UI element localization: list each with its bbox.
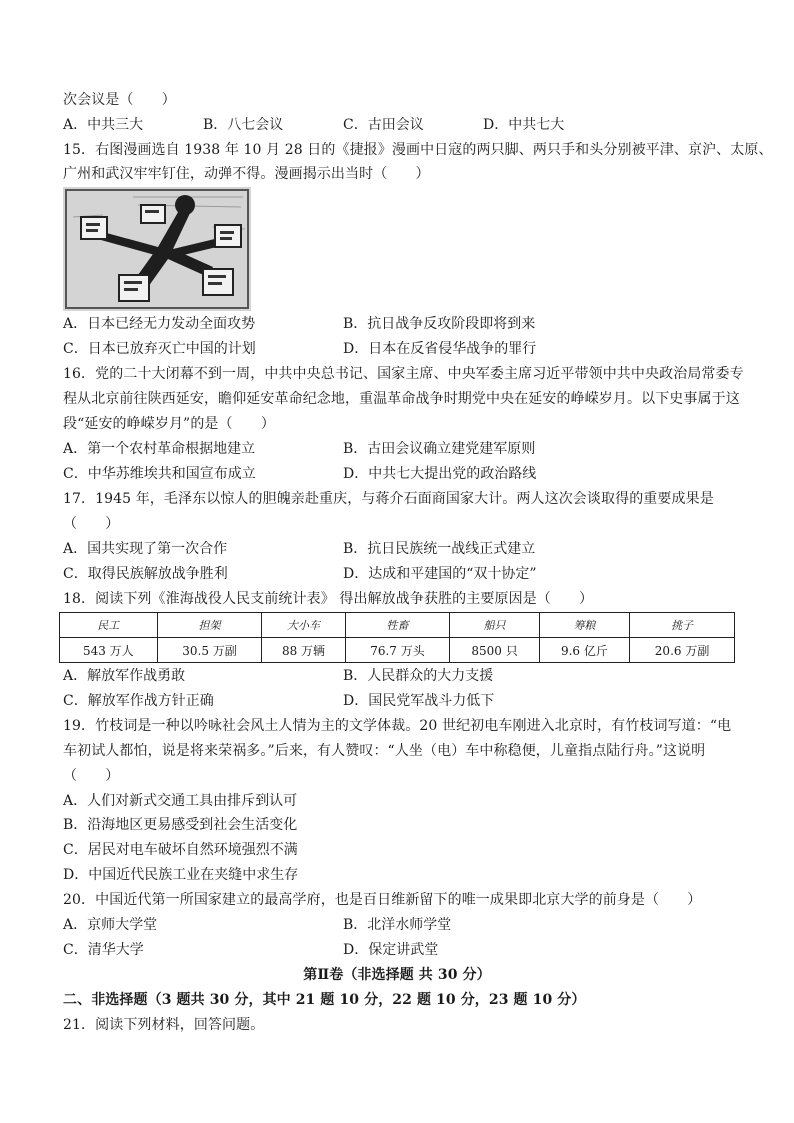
q15-stem-line2: 广州和武汉牢牢钉住，动弹不得。漫画揭示出当时（ ） (63, 166, 430, 182)
table-header-row (60, 613, 735, 638)
table-cell: 543 万人 (60, 638, 158, 663)
q16-option-a: A．第一个农村革命根据地建立 (63, 441, 256, 457)
table-header-cell: 挑子 (630, 613, 735, 638)
q14-tail-text: 次会议是（ ） (63, 92, 176, 108)
q19-stem-line2: 车初试人都怕，说是将来荣祸多。”后来，有人赞叹：“人坐（电）车中称稳便，儿童指点陆行舟。”这说明 (63, 743, 706, 759)
table-cell: 20.6 万副 (630, 638, 735, 663)
q15-option-d: D．日本在反省侵华战争的罪行 (343, 341, 537, 357)
q18-stem-line1: 18．阅读下列《淮海战役人民支前统计表》 得出解放战争获胜的主要原因是（ ） (63, 591, 594, 607)
q15-stem-line1: 15．右图漫画选自 1938 年 10 月 28 日的《捷报》漫画中日寇的两只脚、两只手和头分别被平津、京沪、太原、 (63, 142, 773, 158)
cartoon-image (63, 187, 251, 311)
q19-option-a: A．人们对新式交通工具由排斥到认可 (63, 793, 298, 809)
table-row (60, 638, 735, 663)
q19-stem-line1: 19．竹枝词是一种以吟咏社会风土人情为主的文学体裁。20 世纪初电车刚进入北京时，有竹枝词写道：“电 (63, 718, 732, 734)
cartoon-illustration (63, 187, 251, 311)
q17-stem-line2: （ ） (63, 516, 120, 532)
q19-option-b: B．沿海地区更易感受到社会生活变化 (63, 817, 298, 833)
table-cell: 8500 只 (450, 638, 539, 663)
q18-option-c: C．解放军作战方针正确 (63, 693, 214, 709)
q20-option-a: A．京师大学堂 (63, 917, 158, 933)
q16-option-b: B．古田会议确立建党建军原则 (343, 441, 536, 457)
q16-stem-line3: 段“延安的峥嵘岁月”的是（ ） (63, 416, 275, 432)
q15-option-a: A．日本已经无力发动全面攻势 (63, 316, 256, 332)
q14-option-a: A．中共三大 (63, 117, 144, 133)
q14-option-d: D．中共七大 (483, 117, 565, 133)
table-cell: 76.7 万头 (345, 638, 450, 663)
q15-option-c: C．日本已放弃灭亡中国的计划 (63, 341, 256, 357)
q19-option-c: C．居民对电车破坏自然环境强烈不满 (63, 842, 298, 858)
q17-stem-line1: 17．1945 年，毛泽东以惊人的胆魄亲赴重庆，与蒋介石面商国家大计。两人这次会谈取得的重要成果是 (63, 491, 714, 507)
q18-option-b: B．人民群众的大力支援 (343, 668, 494, 684)
q16-option-d: D．中共七大提出党的政治路线 (343, 466, 537, 482)
table-header-cell: 船只 (450, 613, 539, 638)
q14-option-c: C．古田会议 (343, 117, 424, 133)
table-header-cell: 牲畜 (345, 613, 450, 638)
q14-option-b: B．八七会议 (203, 117, 284, 133)
table-header-cell: 大小车 (262, 613, 345, 638)
q16-stem-line2: 程从北京前往陕西延安，瞻仰延安革命纪念地，重温革命战争时期党中央在延安的峥嵘岁月。以下史事属于这 (63, 391, 740, 407)
q17-option-a: A．国共实现了第一次合作 (63, 541, 228, 557)
q17-option-b: B．抗日民族统一战线正式建立 (343, 541, 536, 557)
q16-stem-line1: 16．党的二十大闭幕不到一周，中共中央总书记、国家主席、中央军委主席习近平带领中共中央政治局常委专 (63, 366, 744, 382)
q19-stem-line3: （ ） (63, 768, 120, 784)
q16-option-c: C．中华苏维埃共和国宣布成立 (63, 466, 256, 482)
q17-option-d: D．达成和平建国的“双十协定” (343, 566, 537, 582)
q17-option-c: C．取得民族解放战争胜利 (63, 566, 228, 582)
table-cell: 9.6 亿斤 (539, 638, 629, 663)
q20-option-d: D．保定讲武堂 (343, 942, 439, 958)
q20-stem-line1: 20．中国近代第一所国家建立的最高学府，也是百日维新留下的唯一成果即北京大学的前身是（ ） (63, 892, 702, 908)
q20-option-b: B．北洋水师学堂 (343, 917, 452, 933)
q18-option-a: A．解放军作战勇敢 (63, 668, 186, 684)
q15-option-b: B．抗日战争反攻阶段即将到来 (343, 316, 536, 332)
q18-option-d: D．国民党军战斗力低下 (343, 693, 495, 709)
support-stats-table (59, 612, 735, 663)
table-header-cell: 担架 (157, 613, 262, 638)
section-heading: 二、非选择题（3 题共 30 分，其中 21 题 10 分，22 题 10 分，23 题 10 分） (63, 992, 586, 1008)
section-title: 第Ⅱ卷（非选择题 共 30 分） (303, 967, 491, 983)
table-header-cell: 民工 (60, 613, 158, 638)
q21-stem: 21．阅读下列材料，回答问题。 (63, 1017, 265, 1033)
table-cell: 30.5 万副 (157, 638, 262, 663)
table-cell: 88 万辆 (262, 638, 345, 663)
table-header-cell: 筹粮 (539, 613, 629, 638)
q19-option-d: D．中国近代民族工业在夹缝中求生存 (63, 867, 299, 883)
q20-option-c: C．清华大学 (63, 942, 144, 958)
